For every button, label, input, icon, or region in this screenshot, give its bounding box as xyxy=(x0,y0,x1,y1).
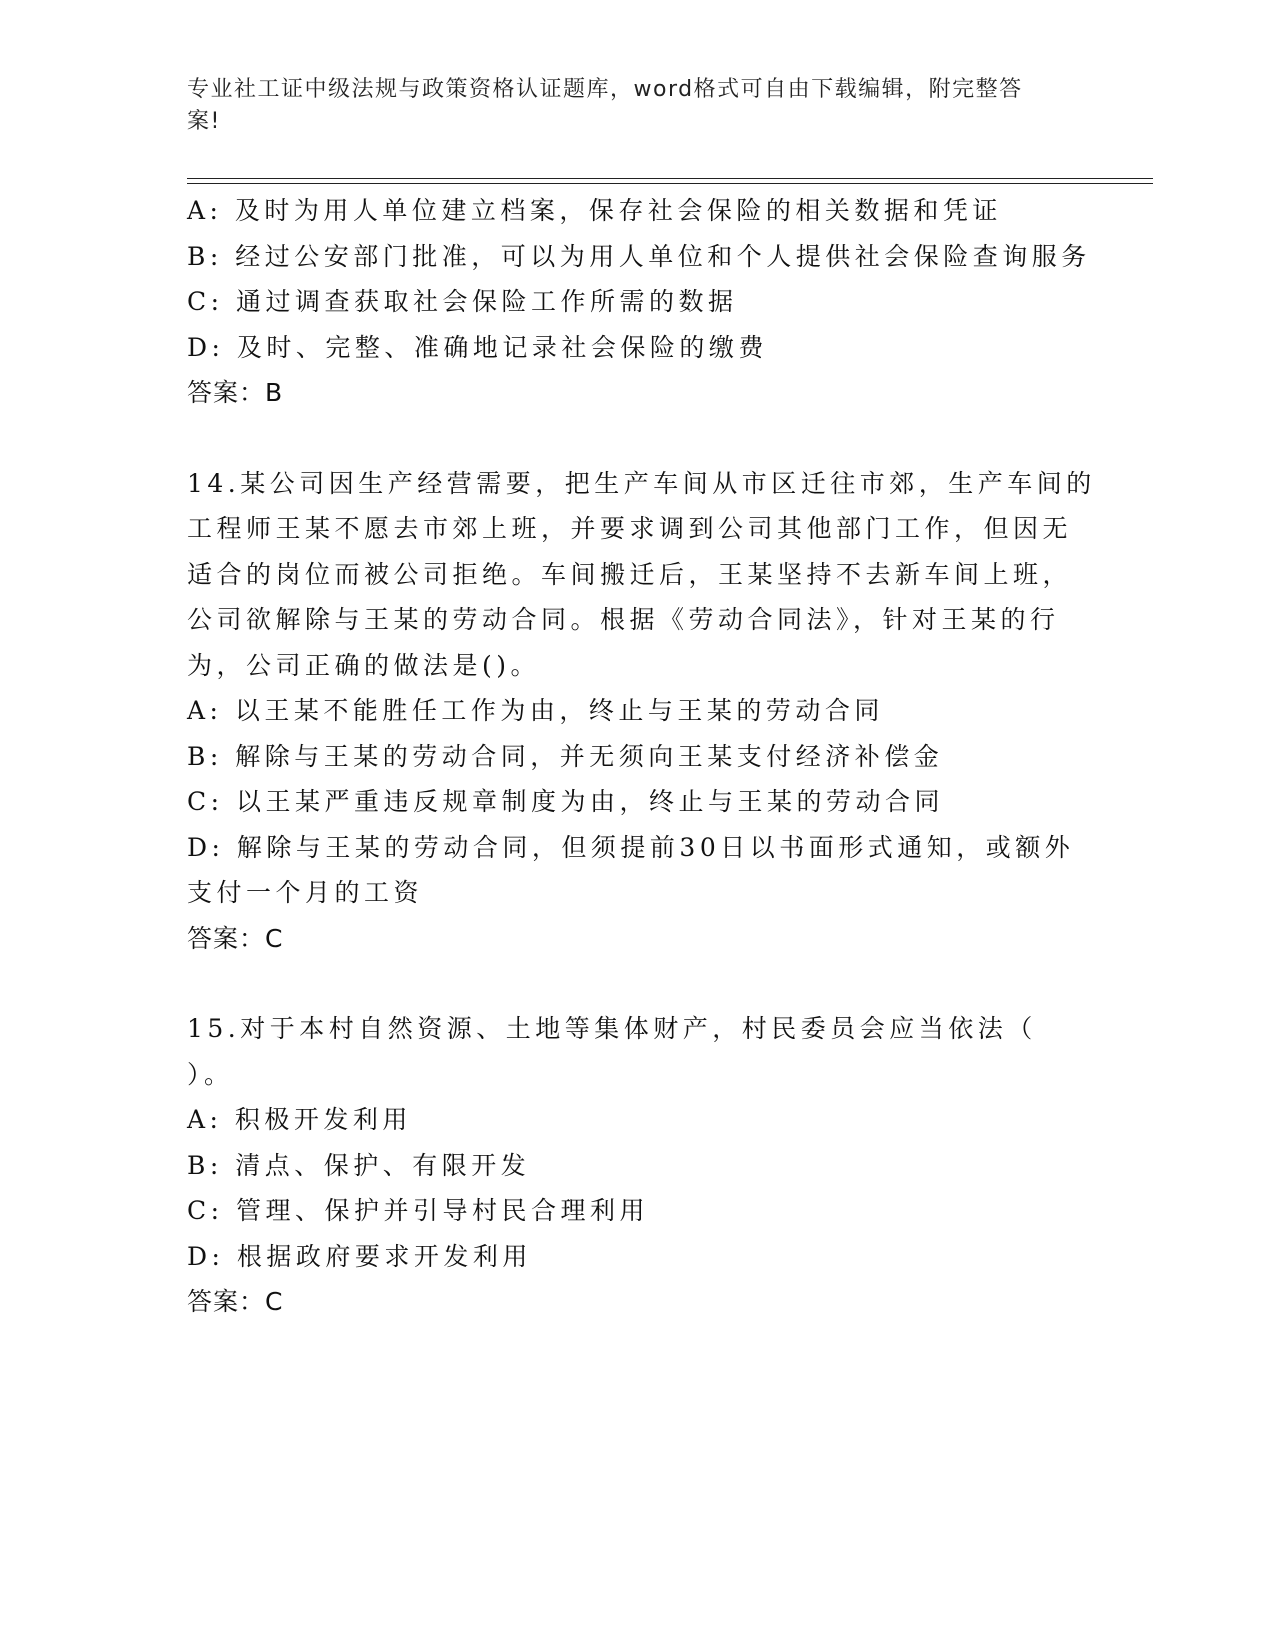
answer-line: 答案：C xyxy=(187,923,284,953)
question-14 xyxy=(187,461,1096,962)
question-13 xyxy=(187,188,1091,416)
option-c: C: 通过调查获取社会保险工作所需的数据 xyxy=(187,287,738,316)
option-d-continued: 支付一个月的工资 xyxy=(187,878,424,907)
option-b: B: 经过公安部门批准，可以为用人单位和个人提供社会保险查询服务 xyxy=(187,241,1091,271)
question-stem-line: 公司欲解除与王某的劳动合同。根据《劳动合同法》，针对王某的行 xyxy=(187,605,1060,634)
header-line-2: 案! xyxy=(187,109,221,134)
answer-line: 答案：B xyxy=(187,378,284,407)
question-stem-line: 为，公司正确的做法是()。 xyxy=(187,650,541,680)
option-d: D: 根据政府要求开发利用 xyxy=(187,1241,532,1271)
document-header xyxy=(187,74,1067,138)
option-c: C: 管理、保护并引导村民合理利用 xyxy=(187,1196,649,1225)
option-a: A: 及时为用人单位建立档案，保存社会保险的相关数据和凭证 xyxy=(187,196,1002,225)
question-15 xyxy=(187,1006,1087,1325)
option-b: B: 清点、保护、有限开发 xyxy=(187,1150,531,1180)
option-a: A: 以王某不能胜任工作为由，终止与王某的劳动合同 xyxy=(187,696,884,725)
option-d: D: 解除与王某的劳动合同，但须提前30日以书面形式通知，或额外 xyxy=(187,832,1075,862)
header-line-1: 专业社工证中级法规与政策资格认证题库，word格式可自由下载编辑，附完整答 xyxy=(187,77,1023,102)
question-stem-line: 14.某公司因生产经营需要，把生产车间从市区迁往市郊，生产车间的 xyxy=(187,468,1096,498)
header-divider-bottom xyxy=(187,183,1153,184)
spacer xyxy=(187,961,1087,1006)
option-d: D: 及时、完整、准确地记录社会保险的缴费 xyxy=(187,332,768,362)
option-c: C: 以王某严重违反规章制度为由，终止与王某的劳动合同 xyxy=(187,787,945,816)
question-content xyxy=(187,188,1096,1325)
question-stem-line: 适合的岗位而被公司拒绝。车间搬迁后，王某坚持不去新车间上班， xyxy=(187,559,1073,589)
option-b: B: 解除与王某的劳动合同，并无须向王某支付经济补偿金 xyxy=(187,741,944,771)
header-divider-top xyxy=(187,178,1153,179)
question-stem-line: ）。 xyxy=(187,1059,234,1089)
question-stem-line: 15.对于本村自然资源、土地等集体财产，村民委员会应当依法（ xyxy=(187,1014,1037,1043)
spacer xyxy=(187,416,1087,461)
answer-line: 答案：C xyxy=(187,1287,284,1316)
question-stem-line: 工程师王某不愿去市郊上班，并要求调到公司其他部门工作，但因无 xyxy=(187,514,1073,543)
option-a: A: 积极开发利用 xyxy=(187,1105,412,1134)
